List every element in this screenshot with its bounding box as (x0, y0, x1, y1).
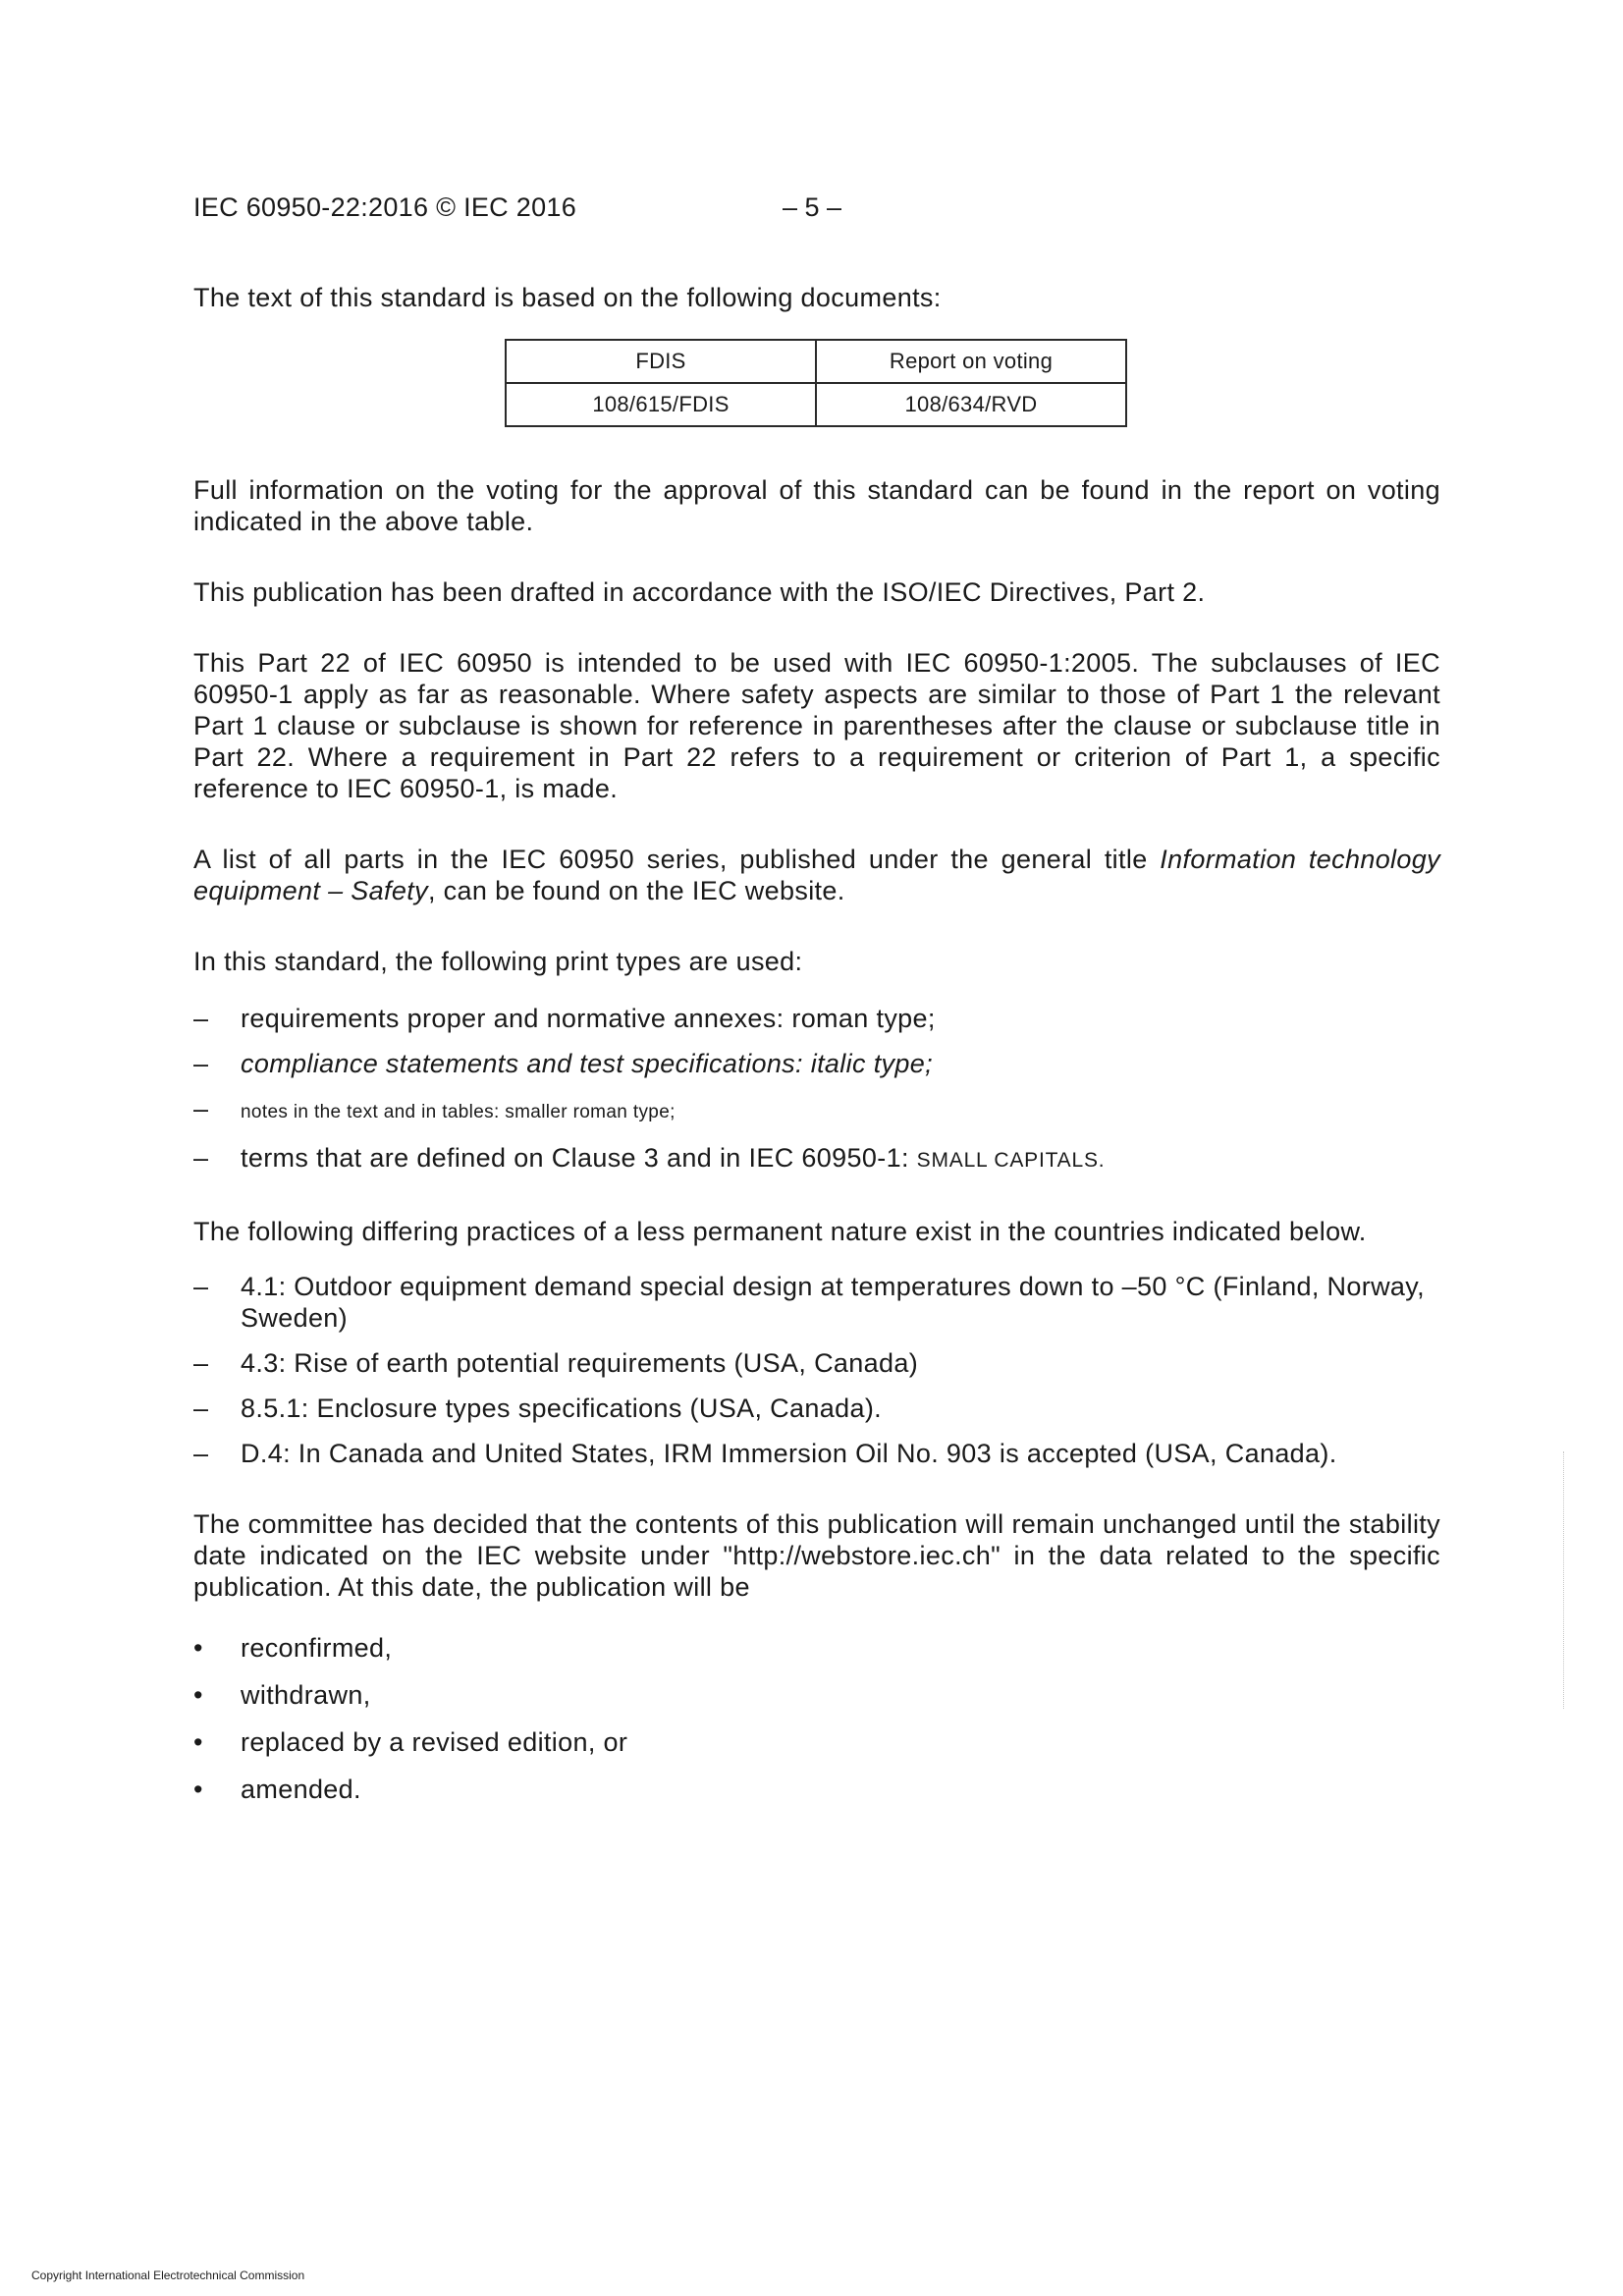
outcomes-list (193, 1632, 1440, 1805)
document-id-header: IEC 60950-22:2016 © IEC 2016 (193, 192, 577, 222)
documents-intro: The text of this standard is based on the following documents: (193, 283, 942, 312)
list-item-text: reconfirmed, (241, 1633, 393, 1663)
dash-marker: – (193, 1439, 209, 1468)
list-item (193, 1347, 1440, 1379)
list-item (193, 1774, 1440, 1805)
print-types-list (193, 1003, 1440, 1176)
dash-marker: – (193, 1348, 209, 1378)
table-header-cell: FDIS (506, 340, 816, 383)
bullet-marker: • (193, 1680, 203, 1710)
dash-marker: – (193, 1394, 209, 1423)
bullet-marker: • (193, 1727, 203, 1757)
list-item (193, 1048, 1440, 1079)
list-item (193, 1679, 1440, 1711)
list-item-text: amended. (241, 1775, 361, 1804)
dash-marker: – (193, 1143, 209, 1173)
dash-marker: – (193, 1004, 209, 1033)
table-cell: 108/615/FDIS (506, 383, 816, 426)
list-item (193, 1003, 1440, 1034)
list-item-text: terms that are defined on Clause 3 and in IEC 60950-1: (241, 1143, 917, 1173)
list-item (193, 1438, 1440, 1469)
dash-marker: – (193, 1272, 209, 1301)
differing-practices-list (193, 1271, 1440, 1469)
series-title: Information technology equipment – Safety (193, 845, 1440, 905)
part22-paragraph: This Part 22 of IEC 60950 is intended to be used with IEC 60950-1:2005. The subclauses of IEC 60950-1 apply as far as reasonable. Where safety aspects are similar to those of Part 1 the relevant Part 1 clause or subclause is shown for reference in parentheses after the clause or subclause title in Part 22. Where a requirement in Part 22 refers to a requirement or criterion of Part 1, a specific reference to IEC 60950-1, is made. (193, 648, 1440, 803)
documents-table (505, 339, 1127, 427)
list-item (193, 1142, 1440, 1176)
list-item-text: compliance statements and test specifications: italic type; (241, 1049, 933, 1078)
list-item-text: D.4: In Canada and United States, IRM Immersion Oil No. 903 is accepted (USA, Canada). (241, 1439, 1337, 1468)
list-item-text: 4.3: Rise of earth potential requirements (USA, Canada) (241, 1348, 919, 1378)
small-capitals-text: SMALL CAPITALS. (916, 1149, 1106, 1172)
table-cell: 108/634/RVD (816, 383, 1126, 426)
voting-paragraph: Full information on the voting for the approval of this standard can be found in the report on voting indicated in the above table. (193, 475, 1440, 536)
table-header-cell: Report on voting (816, 340, 1126, 383)
list-item-text: requirements proper and normative annexes: roman type; (241, 1004, 936, 1033)
list-item-text: replaced by a revised edition, or (241, 1727, 628, 1757)
dash-marker: – (193, 1094, 209, 1123)
list-item-text: 4.1: Outdoor equipment demand special design at temperatures down to –50 °C (Finland, Norway, Sweden) (241, 1272, 1425, 1333)
list-item (193, 1093, 1440, 1128)
list-item (193, 1271, 1440, 1334)
list-item-text: notes in the text and in tables: smaller roman type; (241, 1102, 676, 1122)
list-item-text: withdrawn, (241, 1680, 371, 1710)
table-row (506, 383, 1126, 426)
differing-intro: The following differing practices of a less permanent nature exist in the countries indicated below. (193, 1217, 1367, 1246)
list-item-text: 8.5.1: Enclosure types specifications (USA, Canada). (241, 1394, 883, 1423)
copyright-footer: Copyright International Electrotechnical Commission (31, 2269, 305, 2282)
drafted-paragraph: This publication has been drafted in accordance with the ISO/IEC Directives, Part 2. (193, 577, 1206, 607)
bullet-marker: • (193, 1775, 203, 1804)
series-text-pre: A list of all parts in the IEC 60950 series, published under the general title (193, 845, 1161, 874)
series-text-post: , can be found on the IEC website. (427, 876, 845, 905)
print-types-intro: In this standard, the following print types are used: (193, 947, 803, 976)
series-paragraph (193, 844, 1440, 906)
scan-edge-marks (1563, 1451, 1568, 1709)
table-header-row (506, 340, 1126, 383)
list-item (193, 1393, 1440, 1424)
page-content (193, 282, 1440, 1821)
committee-paragraph: The committee has decided that the contents of this publication will remain unchanged until the stability date indicated on the IEC website under "http://webstore.iec.ch" in the data related to the specific publication. At this date, the publication will be (193, 1509, 1440, 1602)
dash-marker: – (193, 1049, 209, 1078)
bullet-marker: • (193, 1633, 203, 1663)
page-number: – 5 – (783, 192, 842, 222)
list-item (193, 1726, 1440, 1758)
list-item (193, 1632, 1440, 1664)
